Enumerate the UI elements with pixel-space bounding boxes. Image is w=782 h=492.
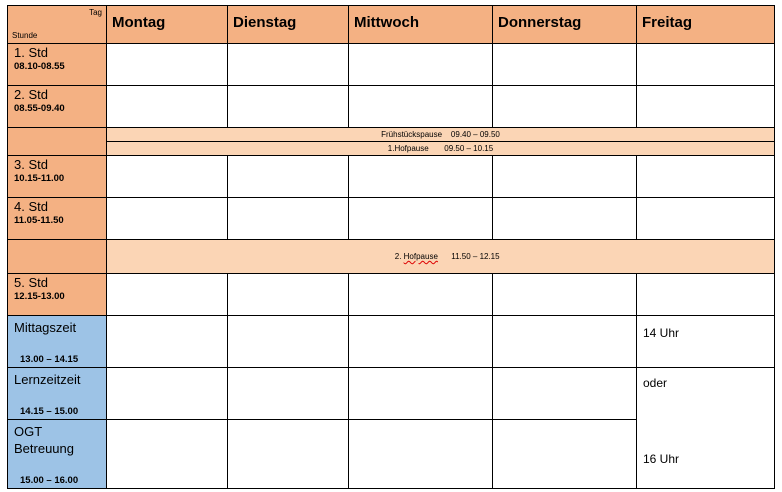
cell-friday-betreuung[interactable]	[637, 368, 775, 489]
friday-note-second: oder	[643, 376, 668, 390]
cell-monday-mittag[interactable]	[107, 316, 228, 368]
day-label: Montag	[112, 14, 166, 31]
cell-thursday-1[interactable]	[493, 44, 637, 86]
lesson-name: 5. Std	[14, 275, 48, 290]
pause-row-hofpause-1	[8, 142, 775, 156]
lesson-row-3	[8, 156, 775, 198]
lesson-name: 3. Std	[14, 157, 48, 172]
lesson-name: 1. Std	[14, 45, 48, 60]
lesson-row-2	[8, 86, 775, 128]
cell-thursday-ogt[interactable]	[493, 420, 637, 489]
friday-note-first: 14 Uhr	[643, 326, 680, 340]
lesson-label-cell	[8, 86, 107, 128]
cell-thursday-3[interactable]	[493, 156, 637, 198]
lesson-time: 11.05-11.50	[14, 215, 64, 226]
lesson-label-cell	[8, 44, 107, 86]
lesson-row-5	[8, 274, 775, 316]
cell-friday-3[interactable]	[637, 156, 775, 198]
cell-thursday-mittag[interactable]	[493, 316, 637, 368]
cell-thursday-lernzeit[interactable]	[493, 368, 637, 420]
pause-row-fruehstueck	[8, 128, 775, 142]
cell-friday-mittag[interactable]	[637, 316, 775, 368]
afternoon-name: Lernzeitzeit	[14, 372, 81, 387]
afternoon-name: Mittagszeit	[14, 320, 77, 335]
lesson-row-1	[8, 44, 775, 86]
cell-wednesday-lernzeit[interactable]	[349, 368, 493, 420]
lesson-time: 12.15-13.00	[14, 291, 65, 302]
day-label: Donnerstag	[498, 14, 582, 31]
lesson-label-cell	[8, 198, 107, 240]
cell-tuesday-3[interactable]	[228, 156, 349, 198]
day-header-tuesday	[228, 6, 349, 44]
corner-cell	[8, 6, 107, 44]
afternoon-time: 14.15 – 15.00	[20, 406, 79, 417]
lesson-time: 10.15-11.00	[14, 173, 65, 184]
pause-label-cell	[8, 128, 107, 156]
cell-monday-4[interactable]	[107, 198, 228, 240]
afternoon-row-mittag	[8, 316, 775, 368]
stunde-label: Stunde	[12, 31, 38, 40]
cell-wednesday-5[interactable]	[349, 274, 493, 316]
day-header-wednesday	[349, 6, 493, 44]
day-header-monday	[107, 6, 228, 44]
hofpause-2-time: 11.50 – 12.15	[437, 252, 500, 261]
cell-monday-lernzeit[interactable]	[107, 368, 228, 420]
cell-tuesday-2[interactable]	[228, 86, 349, 128]
cell-wednesday-2[interactable]	[349, 86, 493, 128]
cell-thursday-2[interactable]	[493, 86, 637, 128]
cell-friday-2[interactable]	[637, 86, 775, 128]
cell-tuesday-1[interactable]	[228, 44, 349, 86]
cell-friday-4[interactable]	[637, 198, 775, 240]
hofpause-2-prefix: 2.	[394, 252, 404, 261]
afternoon-name: OGT Betreuung	[14, 424, 74, 456]
pause-label-cell	[8, 240, 107, 274]
afternoon-label-cell	[8, 368, 107, 420]
afternoon-label-cell	[8, 420, 107, 489]
timetable	[7, 5, 775, 489]
hofpause-1-bar: 1.Hofpause 09.50 – 10.15	[107, 142, 775, 156]
header-row	[8, 6, 775, 44]
day-label: Freitag	[642, 14, 693, 31]
lesson-label-cell	[8, 274, 107, 316]
lesson-time: 08.55-09.40	[14, 103, 65, 114]
afternoon-time: 15.00 – 16.00	[20, 475, 79, 486]
cell-wednesday-ogt[interactable]	[349, 420, 493, 489]
cell-tuesday-lernzeit[interactable]	[228, 368, 349, 420]
cell-wednesday-4[interactable]	[349, 198, 493, 240]
day-label: Mittwoch	[354, 14, 419, 31]
tag-label: Tag	[89, 8, 102, 17]
cell-monday-3[interactable]	[107, 156, 228, 198]
fruehstueckspause-bar: Frühstückspause 09.40 – 09.50	[107, 128, 775, 142]
cell-monday-5[interactable]	[107, 274, 228, 316]
lesson-label-cell	[8, 156, 107, 198]
cell-thursday-5[interactable]	[493, 274, 637, 316]
day-header-thursday	[493, 6, 637, 44]
cell-wednesday-3[interactable]	[349, 156, 493, 198]
lesson-time: 08.10-08.55	[14, 61, 65, 72]
cell-friday-1[interactable]	[637, 44, 775, 86]
cell-thursday-4[interactable]	[493, 198, 637, 240]
cell-friday-5[interactable]	[637, 274, 775, 316]
cell-wednesday-1[interactable]	[349, 44, 493, 86]
afternoon-label-cell	[8, 316, 107, 368]
cell-monday-1[interactable]	[107, 44, 228, 86]
timetable-container	[7, 5, 774, 486]
cell-wednesday-mittag[interactable]	[349, 316, 493, 368]
cell-tuesday-ogt[interactable]	[228, 420, 349, 489]
cell-monday-2[interactable]	[107, 86, 228, 128]
pause-row-hofpause-2	[8, 240, 775, 274]
hofpause-2-bar	[107, 240, 775, 274]
friday-note-third: 16 Uhr	[643, 452, 680, 466]
cell-monday-ogt[interactable]	[107, 420, 228, 489]
afternoon-row-lernzeit	[8, 368, 775, 420]
afternoon-time: 13.00 – 14.15	[20, 354, 79, 365]
cell-tuesday-5[interactable]	[228, 274, 349, 316]
day-label: Dienstag	[233, 14, 297, 31]
day-header-friday	[637, 6, 775, 44]
cell-tuesday-4[interactable]	[228, 198, 349, 240]
lesson-name: 2. Std	[14, 87, 48, 102]
lesson-row-4	[8, 198, 775, 240]
cell-tuesday-mittag[interactable]	[228, 316, 349, 368]
hofpause-2-word: Hofpause	[403, 252, 438, 261]
lesson-name: 4. Std	[14, 199, 48, 214]
